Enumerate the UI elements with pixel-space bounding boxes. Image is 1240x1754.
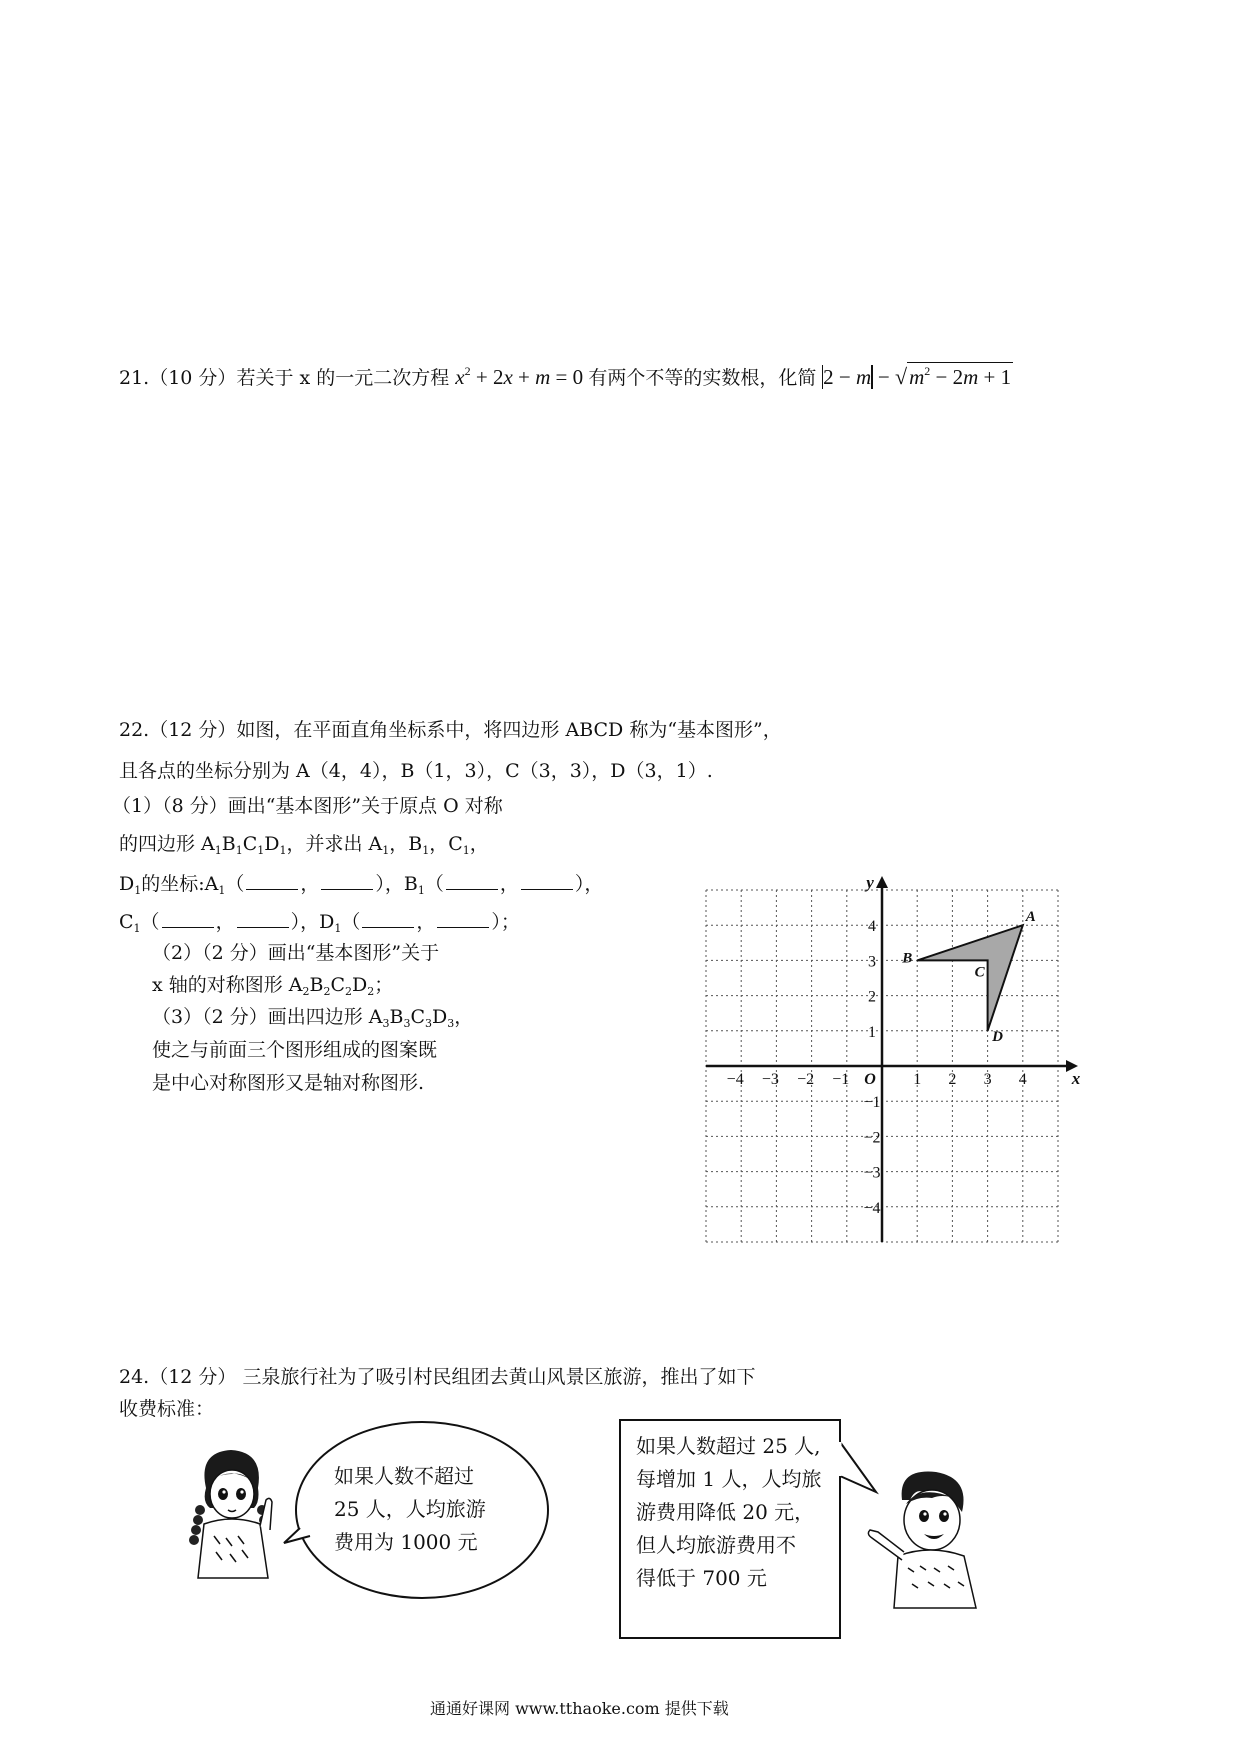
point-label-a: A: [1025, 909, 1036, 926]
y-tick-label: −3: [863, 1164, 881, 1182]
x-tick-label: 3: [983, 1071, 992, 1088]
origin-label: O: [864, 1071, 876, 1088]
y-tick-label: −4: [863, 1199, 881, 1217]
y-tick-label: 4: [868, 918, 876, 936]
y-axis-label: y: [866, 873, 874, 892]
y-tick-label: −1: [863, 1094, 881, 1112]
q21-number: 21.: [119, 367, 150, 389]
x-axis-label: x: [1071, 1069, 1081, 1088]
q22-part1-line3: $D_1$的坐标$:A_1$（ ， ），$B_1$（ ， ），: [119, 873, 604, 897]
q22-part1-line4: $C_1$（ ， ），$D_1$（ ， ）；: [119, 911, 520, 935]
axes: [706, 876, 1078, 1242]
coordinate-grid: [700, 873, 1081, 1248]
answer-blank-d1y[interactable]: [437, 910, 489, 928]
page-footer: 通通好课网 www.tthaoke.com 提供下载: [430, 1699, 729, 1718]
y-axis-arrow: [876, 876, 888, 888]
x-tick-label: −3: [761, 1071, 779, 1088]
point-label-c: C: [974, 964, 985, 981]
q24-line2: 收费标准：: [119, 1398, 215, 1420]
q22-part2-line1: （2）（2 分）画出“基本图形”关于: [152, 942, 440, 964]
q22-part3-line3: 是中心对称图形又是轴对称图形.: [152, 1072, 425, 1094]
answer-blank-c1x[interactable]: [162, 910, 214, 928]
x-tick-label: −1: [832, 1071, 850, 1088]
answer-blank-b1y[interactable]: [521, 872, 573, 890]
y-tick-label: 3: [868, 953, 876, 971]
q22-part3-line2: 使之与前面三个图形组成的图案既: [152, 1039, 438, 1061]
x-tick-label: −2: [797, 1071, 815, 1088]
answer-blank-d1x[interactable]: [362, 910, 414, 928]
q22-line2: 且各点的坐标分别为 A（4，4），B（1，3），C（3，3），D（3，1）.: [119, 760, 713, 782]
q21-score: （10 分）: [149, 367, 237, 389]
y-tick-label: 2: [868, 988, 876, 1006]
q21-line: [119, 362, 1013, 389]
y-tick-label: 1: [868, 1023, 876, 1041]
x-tick-label: 2: [948, 1071, 957, 1088]
bubble-left-text: 如果人数不超过 25 人，人均旅游 费用为 1000 元: [334, 1464, 486, 1554]
x-tick-label: 4: [1018, 1071, 1027, 1088]
q22-line1: 22.（12 分）如图，在平面直角坐标系中，将四边形 ABCD 称为“基本图形”，: [119, 719, 782, 741]
q21-equation: $x^2 + 2x + m = 0$: [455, 364, 584, 389]
x-tick-label: 1: [913, 1071, 922, 1088]
q22-part1-line2: 的四边形 $A_1B_1C_1D_1$，并求出 $A_1$，$B_1$，$C_1$，: [119, 833, 489, 857]
point-label-b: B: [902, 950, 913, 967]
q22-part2-line2: x 轴的对称图形 $A_2B_2C_2D_2$；: [152, 974, 394, 998]
answer-blank-a1y[interactable]: [321, 872, 373, 890]
point-label-d: D: [992, 1028, 1004, 1045]
y-tick-label: −2: [863, 1129, 881, 1147]
boy-illustration: [858, 1460, 988, 1610]
q24-line1: 24.（12 分） 三泉旅行社为了吸引村民组团去黄山风景区旅游，推出了如下: [119, 1366, 756, 1388]
q21-text-a: 若关于 x 的一元二次方程: [236, 367, 450, 389]
bubble-right-text: 如果人数超过 25 人, 每增加 1 人，人均旅 游费用降低 20 元， 但人均旅游费用不 得低于 700 元: [636, 1434, 822, 1590]
x-tick-label: −4: [726, 1071, 744, 1088]
basic-shape-abcd: [917, 925, 1023, 1031]
answer-blank-a1x[interactable]: [246, 872, 298, 890]
girl-illustration: [176, 1440, 286, 1580]
answer-blank-c1y[interactable]: [237, 910, 289, 928]
q21-text-b: 有两个不等的实数根，化简: [588, 367, 817, 389]
q21-expression: $2 - m - √m^2 - 2m + 1$: [823, 364, 1012, 389]
answer-blank-b1x[interactable]: [446, 872, 498, 890]
q22-part3-line1: （3）（2 分）画出四边形 $A_3B_3C_3D_3$，: [152, 1006, 474, 1030]
q22-part1-line1: （1）（8 分）画出“基本图形”关于原点 O 对称: [112, 795, 503, 817]
graph-labels: [727, 873, 1081, 1217]
